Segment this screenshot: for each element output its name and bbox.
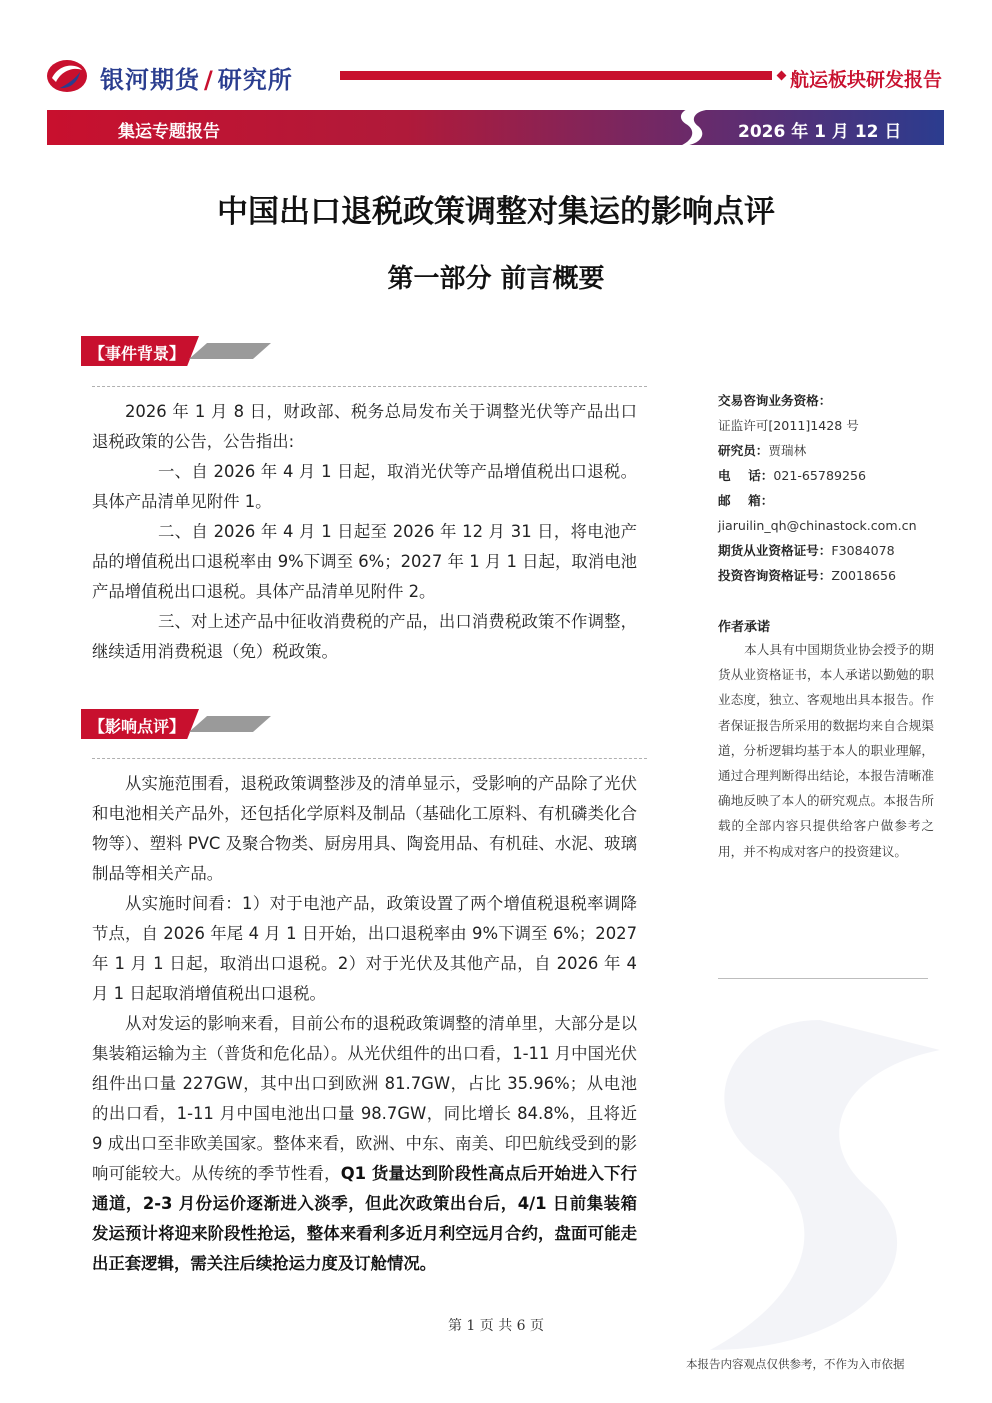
section-tag-background <box>81 336 281 366</box>
paragraph: 2026 年 1 月 8 日，财政部、税务总局发布关于调整光伏等产品出口退税政策的公告，公告指出: <box>92 402 637 451</box>
advisory-cert-row <box>718 563 936 588</box>
page-number: 第 1 页 共 6 页 <box>447 1318 545 1334</box>
analyst-info <box>718 388 936 588</box>
researcher-row <box>718 438 936 463</box>
header-rule <box>340 71 772 80</box>
paragraph: 一、自 2026 年 4 月 1 日起，取消光伏等产品增值税出口退税。具体产品清单见附件 1。 <box>92 462 637 511</box>
logo-sub: 研究所 <box>217 66 293 94</box>
commitment-title: 作者承诺 <box>718 620 771 635</box>
logo-slash: / <box>204 66 214 94</box>
logo-name: 银河期货 <box>100 66 200 94</box>
company-logo-text <box>100 60 293 95</box>
section-divider <box>92 386 647 387</box>
part-title: 第一部分 前言概要 <box>387 264 605 294</box>
advisory-cert-label: 投资咨询资格证号： <box>718 568 832 583</box>
report-type: 航运板块研发报告 <box>790 69 943 91</box>
email-value[interactable]: jiaruilin_qh@chinastock.com.cn <box>718 518 917 533</box>
background-body <box>92 397 637 667</box>
researcher-label: 研究员： <box>718 443 769 458</box>
section-tag-label: 【影响点评】 <box>89 717 186 736</box>
paragraph-text: 从对发运的影响来看，目前公布的退税政策调整的清单里，大部分是以集装箱运输为主（普货和危化品）。从光伏组件的出口看，1-11 月中国光伏组件出口量 227GW，其中出口到欧洲 81.7GW，占比 35.96%；从电池的出口看，1-11 月中国电池出口量 98.7GW，同比增长 84.8%，且将近 9 成出口至非欧美国家。整体来看，欧洲、中东、南美、印巴航线受到的影响可能较大。从传统的季节性看， <box>92 1014 637 1183</box>
banner-title: 集运专题报告 <box>118 122 220 142</box>
phone-row <box>718 463 936 488</box>
futures-cert-row <box>718 538 936 563</box>
impact-body <box>92 769 637 1279</box>
report-date: 2026 年 1 月 12 日 <box>738 122 902 142</box>
researcher-name: 贾瑞林 <box>768 443 807 458</box>
futures-cert-label: 期货从业资格证号： <box>718 543 832 558</box>
paragraph: 从实施时间看：1）对于电池产品，政策设置了两个增值税退税率调降节点，自 2026 年尾 4 月 1 日开始，出口退税率由 9%下调至 6%；2027 年 1 月 1 日起，取消出口退税。2）对于光伏及其他产品，自 2026 年 4 月 1 日起取消增值税出口退税。 <box>92 894 637 1003</box>
galaxy-logo-icon <box>46 58 88 94</box>
section-tag-label: 【事件背景】 <box>89 344 186 363</box>
phone-label: 电 话： <box>718 468 774 483</box>
paragraph <box>92 1009 637 1279</box>
commitment-text: 本人具有中国期货业协会授予的期货从业资格证书，本人承诺以勤勉的职业态度，独立、客观地出具本报告。作者保证报告所采用的数据均来自合规渠道，分析逻辑均基于本人的职业理解，通过合理判断得出结论，本报告清晰准确地反映了本人的研究观点。本报告所载的全部内容只提供给客户做参考之用，并不构成对客户的投资建议。 <box>718 642 934 859</box>
advisory-cert-value: Z0018656 <box>831 568 897 583</box>
paragraph-bold-conclusion: Q1 货量达到阶段性高点后开始进入下行通道，2-3 月份运价逐渐进入淡季，但此次政策出台后，4/1 日前集装箱发运预计将迎来阶段性抢运，整体来看利多近月利空远月合约，盘面可能走出正套逻辑，需关注后续抢运力度及订舱情况。 <box>92 1164 637 1273</box>
document-title: 中国出口退税政策调整对集运的影响点评 <box>217 194 775 230</box>
email-row <box>718 488 936 513</box>
commitment-text-block <box>718 637 934 864</box>
paragraph: 三、对上述产品中征收消费税的产品，出口消费税政策不作调整，继续适用消费税退（免）税政策。 <box>92 612 637 661</box>
disclaimer-footer: 本报告内容观点仅供参考，不作为入市依据 <box>686 1357 905 1371</box>
sidebar-divider <box>718 978 928 979</box>
tag-gray-block <box>189 716 271 732</box>
email-label: 邮 箱： <box>718 493 774 508</box>
swoosh-icon <box>664 104 724 150</box>
qualification-title: 交易咨询业务资格： <box>718 393 832 408</box>
paragraph: 从实施范围看，退税政策调整涉及的清单显示，受影响的产品除了光伏和电池相关产品外，还包括化学原料及制品（基础化工原料、有机磷类化合物等）、塑料 PVC 及聚合物类、厨房用具、陶瓷用品、有机硅、水泥、玻璃制品等相关产品。 <box>92 774 637 883</box>
futures-cert-value: F3084078 <box>831 543 895 558</box>
phone-value: 021-65789256 <box>773 468 867 483</box>
section-divider <box>92 758 647 759</box>
section-tag-impact <box>81 709 281 739</box>
paragraph: 二、自 2026 年 4 月 1 日起至 2026 年 12 月 31 日，将电池产品的增值税出口退税率由 9%下调至 6%；2027 年 1 月 1 日起，取消电池产品增值税出口退税。具体产品清单见附件 2。 <box>92 522 637 601</box>
tag-gray-block <box>189 343 271 359</box>
header-rule-end <box>777 71 787 81</box>
qualification-value: 证监许可[2011]1428 号 <box>718 418 859 433</box>
